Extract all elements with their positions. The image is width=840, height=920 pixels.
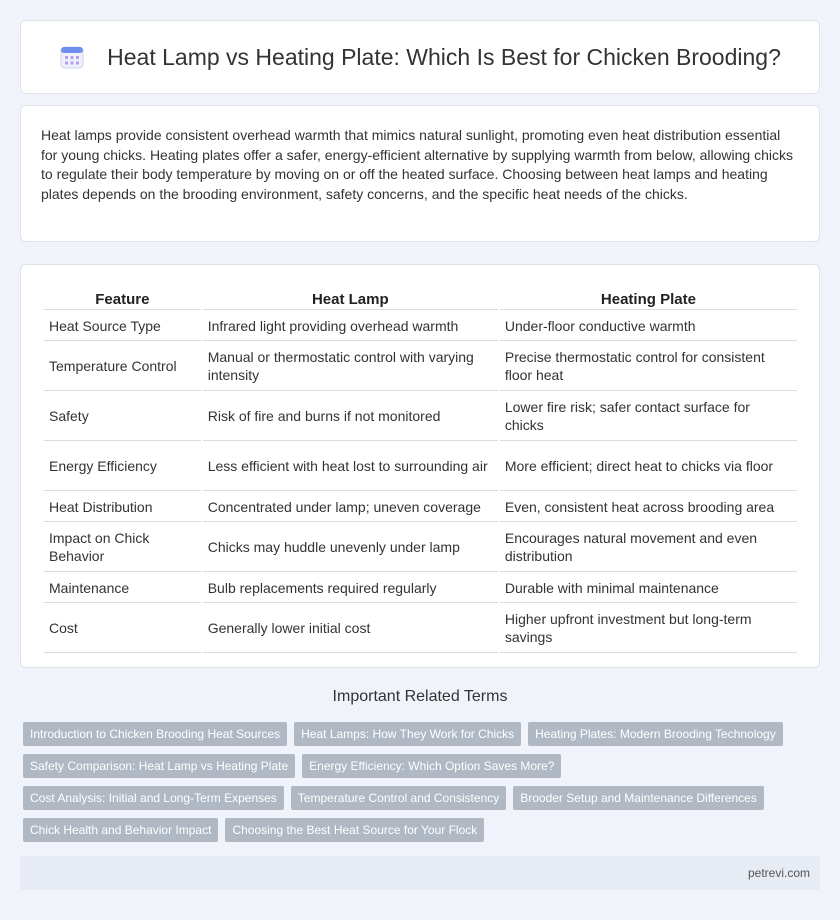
related-terms-tags (23, 722, 823, 850)
tag-row (23, 754, 823, 786)
heating-plate-cell: Lower fire risk; safer contact surface for chicks (500, 393, 797, 441)
related-term-tag[interactable]: Heating Plates: Modern Brooding Technology (528, 722, 783, 746)
related-term-tag[interactable]: Brooder Setup and Maintenance Differences (513, 786, 764, 810)
heating-plate-cell: Encourages natural movement and even distribution (500, 524, 797, 572)
heating-plate-cell: Durable with minimal maintenance (500, 574, 797, 603)
heat-lamp-cell: Manual or thermostatic control with varying intensity (203, 343, 498, 391)
heat-lamp-cell: Infrared light providing overhead warmth (203, 312, 498, 341)
table-row (44, 524, 797, 572)
table-row (44, 574, 797, 603)
feature-cell: Maintenance (44, 574, 201, 603)
comparison-table-card (20, 264, 820, 668)
tag-row (23, 722, 823, 754)
feature-cell: Heat Source Type (44, 312, 201, 341)
related-term-tag[interactable]: Cost Analysis: Initial and Long-Term Expenses (23, 786, 284, 810)
table-row (44, 312, 797, 341)
heating-plate-cell: Higher upfront investment but long-term savings (500, 605, 797, 653)
heating-plate-cell: Under-floor conductive warmth (500, 312, 797, 341)
feature-cell: Temperature Control (44, 343, 201, 391)
page-title: Heat Lamp vs Heating Plate: Which Is Best for Chicken Brooding? (107, 43, 781, 70)
heating-plate-cell: Even, consistent heat across brooding area (500, 493, 797, 522)
related-term-tag[interactable]: Energy Efficiency: Which Option Saves More? (302, 754, 561, 778)
calendar-icon (59, 44, 85, 70)
table-row (44, 493, 797, 522)
heating-plate-cell: More efficient; direct heat to chicks via floor (500, 443, 797, 491)
tag-row (23, 786, 823, 818)
tag-row (23, 818, 823, 850)
footer-site-link[interactable]: petrevi.com (747, 866, 810, 880)
footer (20, 856, 820, 890)
comparison-table (42, 285, 799, 655)
related-terms-title: Important Related Terms (332, 688, 508, 705)
table-header-row (44, 287, 797, 310)
table-row (44, 343, 797, 391)
feature-cell: Energy Efficiency (44, 443, 201, 491)
header-heating-plate: Heating Plate (500, 287, 797, 310)
intro-text: Heat lamps provide consistent overhead warmth that mimics natural sunlight, promoting even heat distribution essential for young chicks. Heating plates offer a safer, energy-efficient alternative by supplying warmth from below, allowing chicks to regulate their body temperature by moving on or off the heated surface. Choosing between heat lamps and heating plates depends on the brooding environment, safety concerns, and the specific heat needs of the chicks. (41, 127, 793, 202)
table-row (44, 443, 797, 491)
header-feature: Feature (44, 287, 201, 310)
table-row (44, 393, 797, 441)
heat-lamp-cell: Bulb replacements required regularly (203, 574, 498, 603)
intro-card (20, 105, 820, 242)
heat-lamp-cell: Concentrated under lamp; uneven coverage (203, 493, 498, 522)
feature-cell: Cost (44, 605, 201, 653)
related-term-tag[interactable]: Safety Comparison: Heat Lamp vs Heating Plate (23, 754, 295, 778)
heating-plate-cell: Precise thermostatic control for consistent floor heat (500, 343, 797, 391)
feature-cell: Heat Distribution (44, 493, 201, 522)
related-term-tag[interactable]: Chick Health and Behavior Impact (23, 818, 218, 842)
related-term-tag[interactable]: Heat Lamps: How They Work for Chicks (294, 722, 521, 746)
related-term-tag[interactable]: Introduction to Chicken Brooding Heat Sources (23, 722, 287, 746)
feature-cell: Impact on Chick Behavior (44, 524, 201, 572)
related-term-tag[interactable]: Choosing the Best Heat Source for Your Flock (225, 818, 484, 842)
feature-cell: Safety (44, 393, 201, 441)
header-heat-lamp: Heat Lamp (203, 287, 498, 310)
heat-lamp-cell: Chicks may huddle unevenly under lamp (203, 524, 498, 572)
related-term-tag[interactable]: Temperature Control and Consistency (291, 786, 506, 810)
table-row (44, 605, 797, 653)
heat-lamp-cell: Generally lower initial cost (203, 605, 498, 653)
title-card (20, 20, 820, 94)
heat-lamp-cell: Less efficient with heat lost to surrounding air (203, 443, 498, 491)
heat-lamp-cell: Risk of fire and burns if not monitored (203, 393, 498, 441)
